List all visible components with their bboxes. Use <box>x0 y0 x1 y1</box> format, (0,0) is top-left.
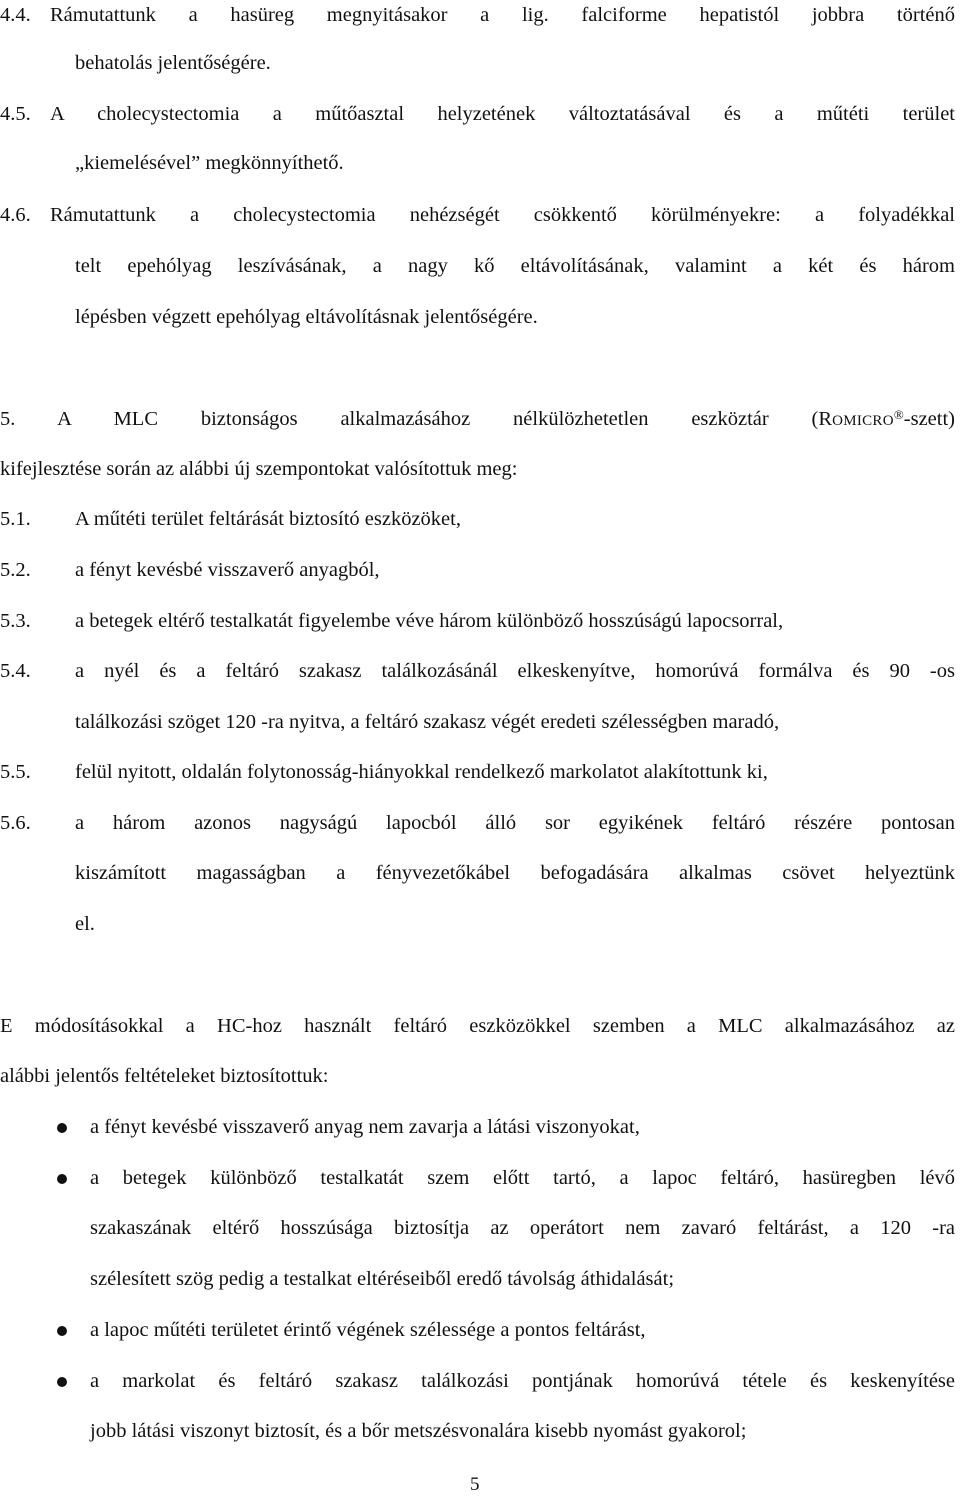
bullet-line: a markolat és feltáró szakasz találkozási pontjának homorúvá tétele és keskenyítése <box>90 1370 955 1392</box>
section-5-intro-line2: kifejlesztése során az alábbi új szempontokat valósítottuk meg: <box>0 458 518 480</box>
paragraph-line: alábbi jelentős feltételeket biztosítottuk: <box>0 1065 329 1087</box>
bullet-line: szélesített szög pedig a testalkat eltéréseiből eredő távolság áthidalását; <box>90 1268 675 1290</box>
bullet-line: szakaszának eltérő hosszúsága biztosítja az operátort nem zavaró feltárást, a 120 -ra <box>90 1217 955 1239</box>
item-line: kiszámított magasságban a fényvezetőkábel befogadására alkalmas csövet helyeztünk <box>75 862 955 884</box>
item-number: 5.1. <box>0 508 31 530</box>
item-line: felül nyitott, oldalán folytonosság-hiányokkal rendelkező markolatot alakítottunk ki, <box>75 761 768 783</box>
item-line: a fényt kevésbé visszaverő anyagból, <box>75 559 380 581</box>
item-line: a nyél és a feltáró szakasz találkozásánál elkeskenyítve, homorúvá formálva és 90 -os <box>75 660 955 682</box>
bullet-line: a fényt kevésbé visszaverő anyag nem zavarja a látási viszonyokat, <box>90 1116 640 1138</box>
item-number: 4.4. <box>0 4 31 26</box>
paragraph-line: E módosításokkal a HC-hoz használt feltáró eszközökkel szemben a MLC alkalmazásához az <box>0 1015 955 1037</box>
intro-text: 5. A MLC biztonságos alkalmazásához nélkülözhetetlen eszköztár (R <box>0 408 833 430</box>
bullet-line: jobb látási viszonyt biztosít, és a bőr metszésvonalára kisebb nyomást gyakorol; <box>90 1420 747 1442</box>
item-number: 5.5. <box>0 761 31 783</box>
section-5-intro <box>0 406 955 434</box>
item-line: a betegek eltérő testalkatát figyelembe véve három különböző hosszúságú lapocsorral, <box>75 610 784 632</box>
item-line: „kiemelésével” megkönnyíthető. <box>75 152 344 174</box>
registered-mark: ® <box>893 407 904 422</box>
intro-text-end: -szett) <box>903 408 955 430</box>
bullet-line: a betegek különböző testalkatát szem előtt tartó, a lapoc feltáró, hasüregben lévő <box>90 1167 955 1189</box>
bullet-dot <box>57 1123 67 1133</box>
item-line: telt epehólyag leszívásának, a nagy kő eltávolításának, valamint a két és három <box>75 255 955 277</box>
bullet-dot <box>57 1174 67 1184</box>
item-line: Rámutattunk a hasüreg megnyitásakor a lig. falciforme hepatistól jobbra történő <box>50 4 955 26</box>
item-line: A műtéti terület feltárását biztosító eszközöket, <box>75 508 461 530</box>
item-line: el. <box>75 913 95 935</box>
page-number: 5 <box>470 1474 480 1495</box>
item-number: 4.6. <box>0 204 31 226</box>
item-line: A cholecystectomia a műtőasztal helyzetének változtatásával és a műtéti terület <box>50 103 955 125</box>
item-number: 5.6. <box>0 812 31 834</box>
intro-brand-smallcaps: OMICRO <box>832 413 894 429</box>
item-line: lépésben végzett epehólyag eltávolításnak jelentőségére. <box>75 306 538 328</box>
item-number: 5.4. <box>0 660 31 682</box>
item-line: a három azonos nagyságú lapocból álló sor egyikének feltáró részére pontosan <box>75 812 955 834</box>
item-number: 4.5. <box>0 103 31 125</box>
bullet-line: a lapoc műtéti területet érintő végének szélessége a pontos feltárást, <box>90 1319 646 1341</box>
bullet-dot <box>57 1326 67 1336</box>
item-line: Rámutattunk a cholecystectomia nehézségét csökkentő körülményekre: a folyadékkal <box>50 204 955 226</box>
item-line: behatolás jelentőségére. <box>75 52 271 74</box>
item-number: 5.3. <box>0 610 31 632</box>
item-number: 5.2. <box>0 559 31 581</box>
item-line: találkozási szöget 120 -ra nyitva, a feltáró szakasz végét eredeti szélességben maradó, <box>75 711 780 733</box>
bullet-dot <box>57 1377 67 1387</box>
